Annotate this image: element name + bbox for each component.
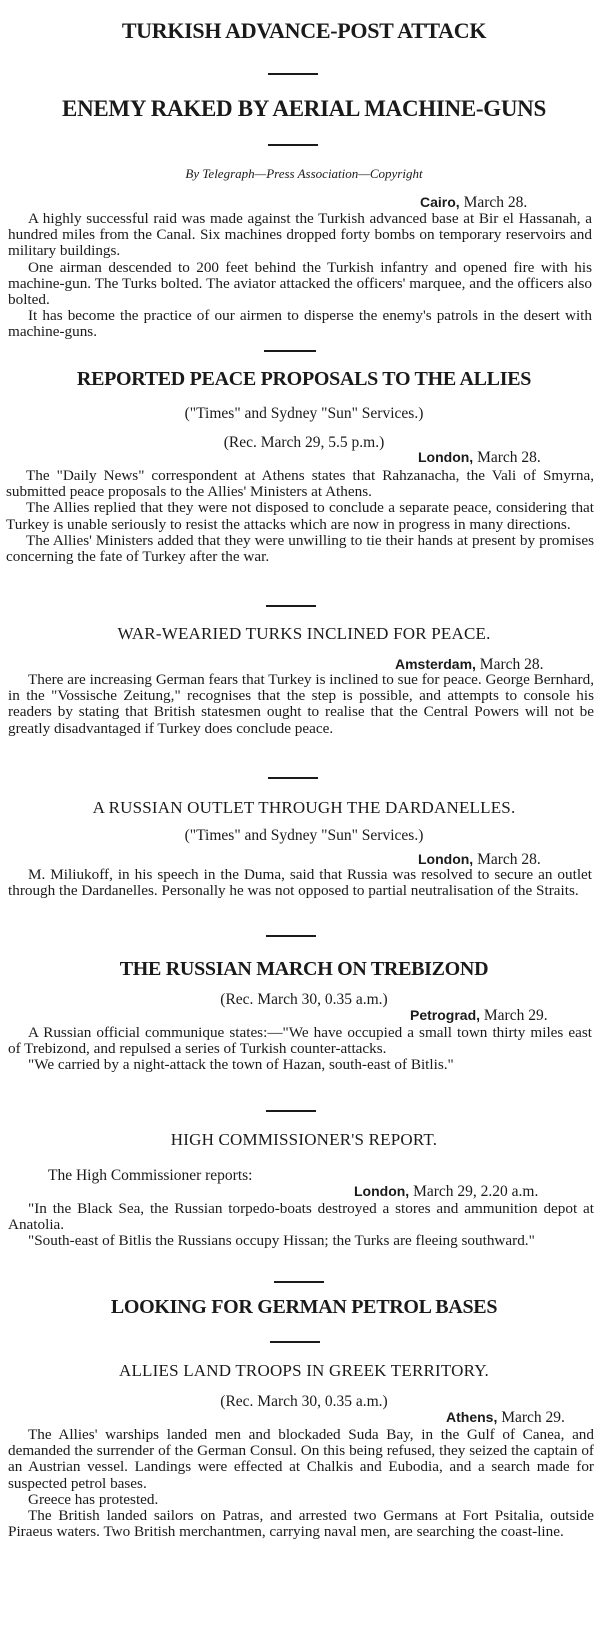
dateline [446,1409,565,1427]
dateline-place: London, [354,1183,410,1199]
article-body [8,672,594,737]
headline-turkish-attack: TURKISH ADVANCE-POST ATTACK [121,18,487,43]
headline-russian-outlet: A RUSSIAN OUTLET THROUGH THE DARDANELLES. [92,798,516,817]
received-line: (Rec. March 30, 0.35 a.m.) [220,991,388,1008]
received-line: (Rec. March 30, 0.35 a.m.) [220,1393,388,1410]
subhead-greek-territory: ALLIES LAND TROOPS IN GREEK TERRITORY. [119,1361,489,1380]
divider [266,935,316,937]
headline-high-commissioner: HIGH COMMISSIONER'S REPORT. [170,1130,438,1149]
divider [266,605,316,607]
paragraph: It has become the practice of our airmen to disperse the enemy's patrols in the desert with machine-guns. [8,307,592,341]
dateline-date: March 28. [477,851,541,868]
divider [270,1341,320,1343]
dateline-date: March 29. [501,1409,565,1426]
article-body [8,867,592,899]
paragraph: "We carried by a night-attack the town of Hazan, south-east of Bitlis." [28,1056,454,1074]
dateline [410,1007,548,1025]
dateline-date: March 28. [477,449,541,466]
article-body [8,1427,594,1540]
article-body [8,1201,594,1250]
paragraph: The Allies' Ministers added that they were unwilling to tie their hands at present by promises concerning the fate of Turkey after the war. [6,531,594,566]
service-line: ("Times" and Sydney "Sun" Services.) [184,405,424,422]
headline-war-wearied-turks: WAR-WEARIED TURKS INCLINED FOR PEACE. [117,624,491,643]
headline-march-on-trebizond: THE RUSSIAN MARCH ON TREBIZOND [119,958,489,980]
article-body [6,468,594,565]
article-body [8,211,592,341]
subhead-aerial-machine-guns: ENEMY RAKED BY AERIAL MACHINE-GUNS [62,96,546,121]
paragraph: The "Daily News" correspondent at Athens states that Rahzanacha, the Vali of Smyrna, submitted peace proposals to the Allies' Ministers at Athens. [6,467,594,501]
dateline-place: Amsterdam, [395,656,476,672]
divider [268,144,318,146]
paragraph: Greece has protested. [28,1490,159,1508]
service-line: ("Times" and Sydney "Sun" Services.) [184,827,424,844]
divider [268,777,318,779]
divider [266,1110,316,1112]
headline-peace-proposals: REPORTED PEACE PROPOSALS TO THE ALLIES [76,368,532,390]
paragraph: The British landed sailors on Patras, and arrested two Germans at Fort Psitalia, outside Piraeus waters. Two British merchantmen, carrying naval men, are searching the coast-line. [8,1507,594,1541]
dateline-date: March 28. [479,656,544,673]
headline-german-petrol-bases: LOOKING FOR GERMAN PETROL BASES [110,1296,498,1318]
paragraph: The Allies' warships landed men and blockaded Suda Bay, in the Gulf of Canea, and demanded the surrender of the German Consul. On this being refused, they seized the captain of an Austrian vessel. Landings were effected at Chalkis and Eubodia, and a search made for suspected petrol bases. [8,1426,594,1492]
intro-line: The High Commissioner reports: [48,1167,253,1184]
received-line: (Rec. March 29, 5.5 p.m.) [223,434,385,451]
paragraph: A highly successful raid was made against the Turkish advanced base at Bir el Hassanah, a hundred miles from the Canal. Six machines dropped forty bombs on temporary reservoirs and military buildings. [8,210,592,260]
paragraph: "South-east of Bitlis the Russians occupy Hissan; the Turks are fleeing southward." [28,1232,535,1250]
dateline [418,449,541,467]
divider [274,1281,324,1283]
dateline-place: Athens, [446,1409,498,1425]
paragraph: The Allies replied that they were not disposed to conclude a separate peace, considering that Turkey is unable seriously to resist the attacks which are now in progress in many directions. [6,499,594,533]
article-body [8,1025,592,1074]
paragraph: "In the Black Sea, the Russian torpedo-boats destroyed a stores and ammunition depot at Anatolia. [8,1200,594,1234]
dateline-place: London, [418,851,474,867]
paragraph: M. Miliukoff, in his speech in the Duma, said that Russia was resolved to secure an outlet through the Dardanelles. Personally he was not opposed to partial neutralisation of the Straits. [8,866,592,900]
credit-line: By Telegraph—Press Association—Copyright [185,166,423,181]
dateline-place: Petrograd, [410,1007,481,1023]
paragraph: There are increasing German fears that Turkey is inclined to sue for peace. George Bernhard, in the "Vossische Zeitung," recognises that the step is possible, and attempts to console his readers by stating that British statesmen ought to realise that the Central Powers will not be greatly disadvantaged if Turkey does conclude peace. [8,671,594,737]
paragraph: One airman descended to 200 feet behind the Turkish infantry and opened fire with his machine-gun. The Turks bolted. The aviator attacked the officers' marquee, and the officers also bolted. [8,258,592,309]
dateline-date: March 29. [483,1007,548,1024]
dateline-date: March 28. [463,194,528,211]
divider [264,350,316,352]
dateline-place: London, [418,449,474,465]
dateline-date: March 29, 2.20 a.m. [413,1183,539,1200]
dateline [354,1183,538,1201]
divider [268,73,318,75]
dateline-place: Cairo, [420,194,460,210]
paragraph: A Russian official communique states:—"We have occupied a small town thirty miles east of Trebizond, and repulsed a series of Turkish counter-attacks. [8,1024,592,1058]
